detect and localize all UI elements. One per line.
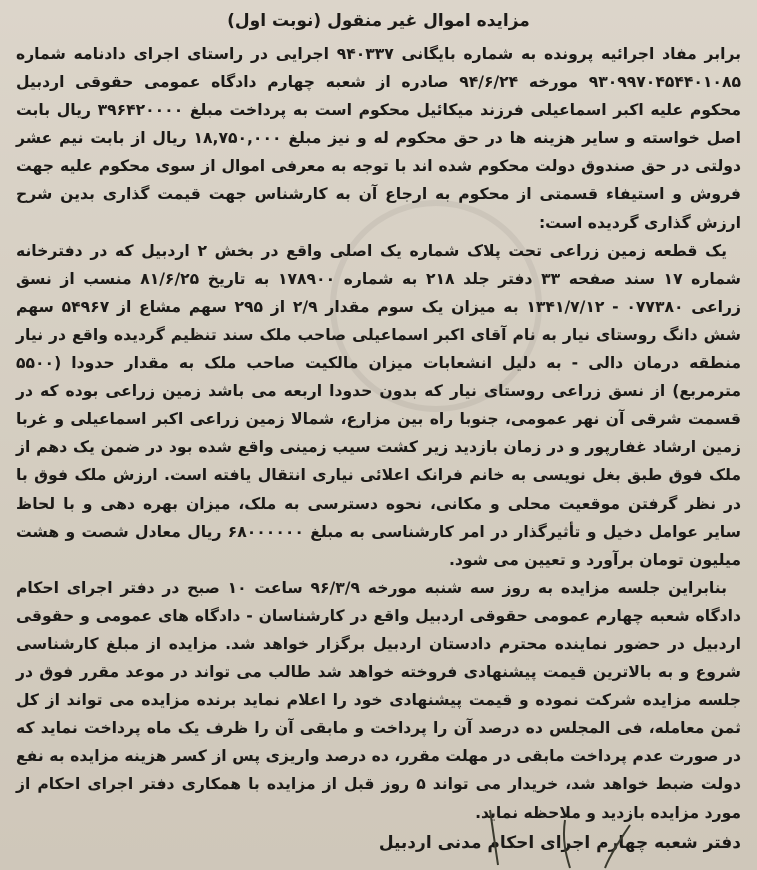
signature-office: دفتر شعبه چهارم اجرای احکام مدنی اردبیل [378, 832, 741, 853]
notice-body [16, 40, 741, 827]
paragraph-execution-order: برابر مفاد اجرائیه پرونده به شماره بایگانی ۹۴۰۳۳۷ اجرایی در راستای اجرای دادنامه شماره ۹۳۰۹۹۷۰۴۵۴۴۰۱۰۸۵ مورخه ۹۴/۶/۲۴ صادره از شعبه چهارم دادگاه عمومی حقوقی اردبیل محکوم علیه اکبر اسماعیلی فرزند میکائیل محکوم است به پرداخت مبلغ ۳۹۶۴۲۰۰۰۰ ریال بابت اصل خواسته و سایر هزینه ها در حق محکوم له و نیز مبلغ ۱۸,۷۵۰,۰۰۰ ریال از بابت نیم عشر دولتی در حق صندوق دولت محکوم شده اند با توجه به معرفی اموال از سوی محکوم علیه جهت فروش و استیفاء قسمتی از محکوم به ارجاع آن به کارشناس جهت قیمت گذاری بدین شرح ارزش گذاری گردیده است: [16, 45, 742, 232]
paragraph-property-description: یک قطعه زمین زراعی تحت پلاک شماره یک اصلی واقع در بخش ۲ اردبیل که در دفترخانه شماره ۱۷ سند صفحه ۳۳ دفتر جلد ۲۱۸ به شماره ۱۷۸۹۰۰ به تاریخ ۸۱/۶/۲۵ منسب از نسق زراعی ۰۷۷۳۸۰ - ۱۳۴۱/۷/۱۲ به میزان یک سوم مقدار ۲/۹ از ۲۹۵ سهم مشاع از ۵۴۹۶۷ سهم شش دانگ روستای نیار به نام آقای اکبر اسماعیلی صاحب ملک سند تنظیم گردیده واقع در نیار منطقه درمان دالی - به دلیل انشعابات میزان مالکیت صاحب ملک به مقدار حدودا (۵۵۰۰ مترمربع) از نسق زراعی روستای نیار که بدون حدودا اربعه می باشد زمین زراعی بوده که در قسمت شرقی آن نهر عمومی، جنوبا راه بین مزارع، شمالا زمین زراعی اکبر اسماعیلی و غربا زمین ارشاد غفارپور و در زمان بازدید زیر کشت سیب زمینی واقع شده بود در ضمن یک دهم از ملک فوق طبق بغل نویسی به خانم فرانک اعلائی نیاری انتقال یافته است. ارزش ملک فوق با در نظر گرفتن موقعیت محلی و مکانی، نحوه دسترسی به ملک، میزان بهره دهی و با لحاظ سایر عوامل دخیل و تأثیرگذار در امر کارشناسی به مبلغ ۶۸۰۰۰۰۰۰ ریال معادل شصت و هشت میلیون تومان برآورد و تعیین می شود. [16, 241, 741, 569]
notice-title: مزایده اموال غیر منقول (نوبت اول) [227, 11, 530, 31]
paragraph-auction-terms: بنابراین جلسه مزایده به روز سه شنبه مورخه ۹۶/۳/۹ ساعت ۱۰ صبح در دفتر اجرای احکام دادگاه شعبه چهارم عمومی حقوقی اردبیل واقع در کارشناسان - دادگاه های عمومی و حقوقی اردبیل در حضور نماینده محترم دادستان اردبیل برگزار خواهد شد. مزایده از مبلغ کارشناسی شروع و به بالاترین قیمت پیشنهادی فروخته خواهد شد طالب می تواند در موعد مقرر فوق در جلسه مزایده شرکت نموده و قیمت پیشنهادی خود را اعلام نماید برنده مزایده می تواند از کل ثمن معامله، فی المجلس ده درصد آن را پرداخت و مابقی آن را ظرف یک ماه پرداخت نماید که در صورت عدم پرداخت مابقی در مهلت مقرر، ده درصد واریزی پس از کسر هزینه مزایده به نفع دولت ضبط خواهد شد، خریدار می تواند ۵ روز قبل از مزایده با همکاری دفتر اجرای احکام از مورد مزایده بازدید و ملاحظه نماید. [16, 578, 741, 822]
